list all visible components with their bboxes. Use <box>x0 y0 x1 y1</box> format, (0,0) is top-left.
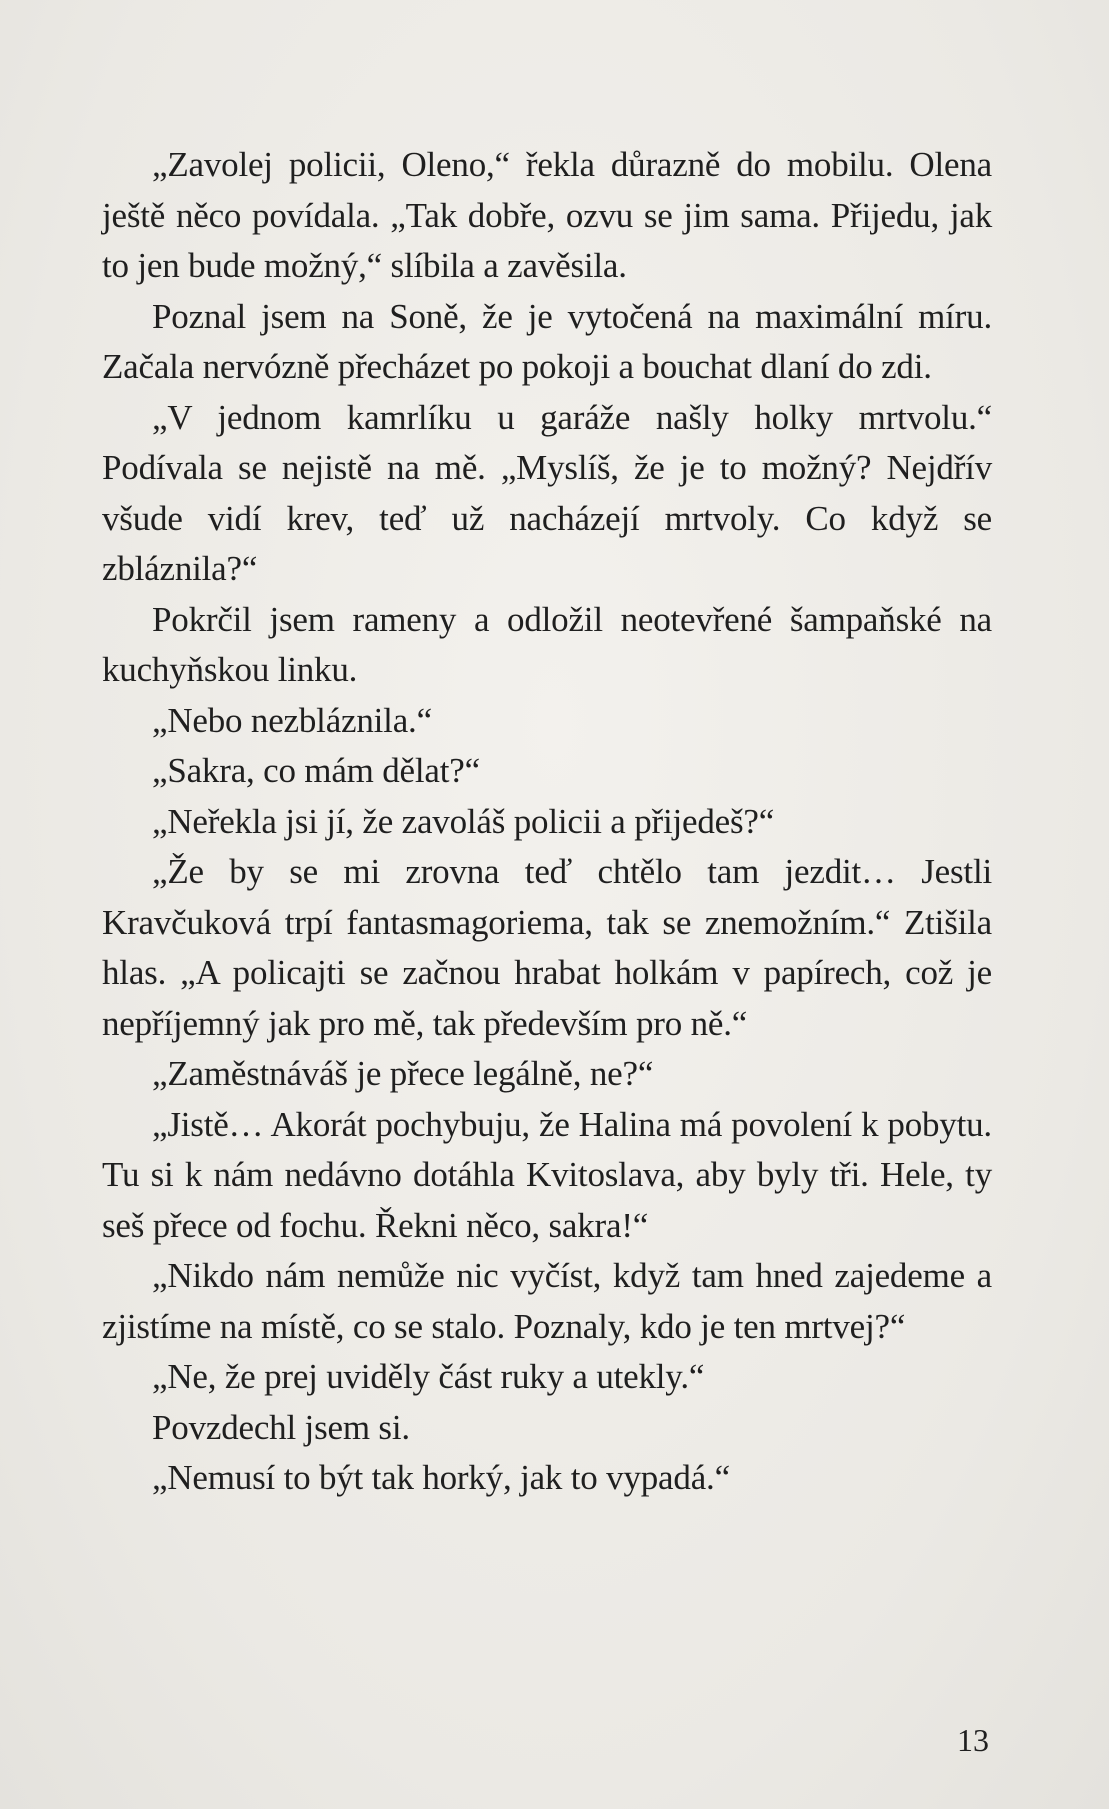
paragraph-2: Poznal jsem na Soně, že je vytočená na maximální míru. Začala nervózně přecházet po pokoji a bouchat dlaní do zdi. <box>102 296 992 386</box>
paragraph-11: „Nikdo nám nemůže nic vyčíst, když tam hned zajedeme a zjistíme na místě, co se stalo. Poznaly, kdo je ten mrtvej?“ <box>102 1256 992 1346</box>
paragraph-4: Pokrčil jsem rameny a odložil neotevřené šampaňské na kuchyňskou linku. <box>102 599 992 689</box>
paragraph-6: „Sakra, co mám dělat?“ <box>152 751 480 790</box>
paragraph-12: „Ne, že prej uviděly část ruky a utekly.“ <box>152 1357 705 1396</box>
paragraph-14: „Nemusí to být tak horký, jak to vypadá.“ <box>152 1458 730 1497</box>
paragraph-7: „Neřekla jsi jí, že zavoláš policii a přijedeš?“ <box>152 801 775 841</box>
paragraph-8: „Že by se mi zrovna teď chtělo tam jezdit… Jestli Kravčuková trpí fantasmagoriema, tak se znemožním.“ Ztišila hlas. „A policajti se začnou hrabat holkám v papírech, což je nepříjemný jak pro mě, tak především pro ně.“ <box>102 852 992 1043</box>
paragraph-1: „Zavolej policii, Oleno,“ řekla důrazně do mobilu. Olena ještě něco povídala. „Tak dobře, ozvu se jim sama. Přijedu, jak to jen bude možný,“ slíbila a zavěsila. <box>102 145 992 285</box>
page-body-text <box>102 140 992 1504</box>
page-number: 13 <box>957 1722 989 1758</box>
paragraph-9: „Zaměstnáváš je přece legálně, ne?“ <box>152 1054 654 1093</box>
paragraph-3: „V jednom kamrlíku u garáže našly holky mrtvolu.“ Podívala se nejistě na mě. „Myslíš, že je to možný? Nejdřív všude vidí krev, teď už nacházejí mrtvoly. Co když se zbláznila?“ <box>102 397 992 588</box>
paragraph-13: Povzdechl jsem si. <box>152 1407 410 1447</box>
paragraph-10: „Jistě… Akorát pochybuju, že Halina má povolení k pobytu. Tu si k nám nedávno dotáhla Kvitoslava, aby byly tři. Hele, ty seš přece od fochu. Řekni něco, sakra!“ <box>102 1104 992 1245</box>
paragraph-5: „Nebo nezbláznila.“ <box>152 700 432 740</box>
